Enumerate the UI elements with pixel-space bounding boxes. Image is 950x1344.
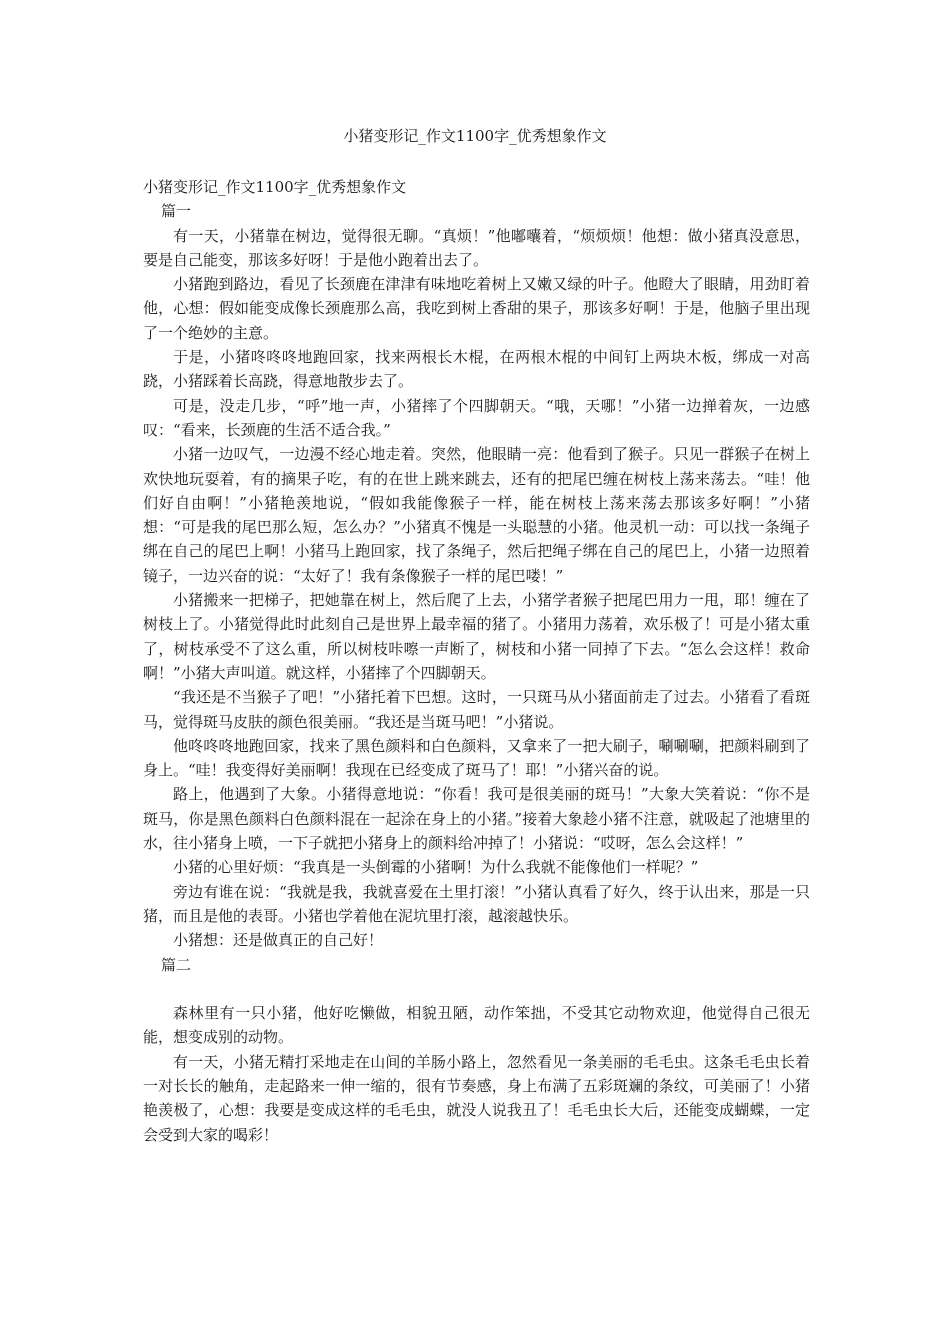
document-heading: 小猪变形记_作文1100字_优秀想象作文	[143, 178, 407, 196]
paragraph: 小猪想：还是做真正的自己好！	[173, 931, 384, 950]
paragraph: 有一天，小猪靠在树边，觉得很无聊。“真烦！”他嘟囔着，“烦烦烦！他想：做小猪真没意思，要是自己能变，那该多好呀！于是他小跑着出去了。	[143, 226, 810, 269]
blank-line	[143, 977, 810, 1001]
paragraph: 他咚咚咚地跑回家，找来了黑色颜料和白色颜料，又拿来了一把大刷子，唰唰唰，把颜料刷到了身上。“哇！我变得好美丽啊！我现在已经变成了斑马了！耶！”小猪兴奋的说。	[143, 736, 810, 780]
paragraph: 可是，没走几步，“呼”地一声，小猪摔了个四脚朝天。“哦，天哪！”小猪一边掸着灰，一边感叹：“看来，长颈鹿的生活不适合我。”	[143, 396, 810, 439]
section-label: 篇一	[161, 202, 192, 221]
paragraph: 小猪搬来一把梯子，把她靠在树上，然后爬了上去，小猪学者猴子把尾巴用力一甩，耶！缠在了树枝上了。小猪觉得此时此刻自己是世界上最幸福的猪了。小猪用力荡着，欢乐极了！可是小猪太重了，树枝承受不了这么重，所以树枝咔嚓一声断了，树枝和小猪一同掉了下去。“怎么会这样！救命啊！”小猪大声叫道。就这样，小猪摔了个四脚朝天。	[143, 591, 810, 682]
paragraph: 于是，小猪咚咚咚地跑回家，找来两根长木棍，在两根木棍的中间钉上两块木板，绑成一对高跷，小猪踩着长高跷，得意地散步去了。	[143, 348, 810, 391]
section-1	[143, 199, 810, 952]
paragraph: 旁边有谁在说：“我就是我，我就喜爱在土里打滚！”小猪认真看了好久，终于认出来，那是一只猪，而且是他的表哥。小猪也学着他在泥坑里打滚，越滚越快乐。	[143, 882, 810, 925]
section-label: 篇二	[161, 955, 192, 974]
section-2	[143, 953, 810, 1147]
paragraph: 小猪的心里好烦：“我真是一头倒霉的小猪啊！为什么我就不能像他们一样呢？”	[173, 858, 699, 877]
paragraph: 有一天，小猪无精打采地走在山间的羊肠小路上，忽然看见一条美丽的毛毛虫。这条毛毛虫长着一对长长的触角，走起路来一伸一缩的，很有节奏感，身上布满了五彩斑斓的条纹，可美丽了！小猪艳羡极了，心想：我要是变成这样的毛毛虫，就没人说我丑了！毛毛虫长大后，还能变成蝴蝶，一定会受到大家的喝彩！	[143, 1052, 810, 1144]
paragraph: 森林里有一只小猪，他好吃懒做，相貌丑陋，动作笨拙，不受其它动物欢迎，他觉得自己很无能，想变成别的动物。	[143, 1004, 810, 1047]
page-title: 小猪变形记_作文1100字_优秀想象作文	[343, 127, 607, 145]
paragraph: 路上，他遇到了大象。小猪得意地说：“你看！我可是很美丽的斑马！”大象大笑着说：“你不是斑马，你是黑色颜料白色颜料混在一起涂在身上的小猪。”接着大象趁小猪不注意，就吸起了池塘里的水，往小猪身上喷，一下子就把小猪身上的颜料给冲掉了！小猪说：“哎呀，怎么会这样！”	[143, 785, 810, 853]
paragraph: 小猪跑到路边，看见了长颈鹿在津津有味地吃着树上又嫩又绿的叶子。他瞪大了眼睛，用劲盯着他，心想：假如能变成像长颈鹿那么高，我吃到树上香甜的果子，那该多好啊！于是，他脑子里出现了一个绝妙的主意。	[143, 275, 810, 342]
document-body	[143, 175, 810, 1147]
paragraph: “我还是不当猴子了吧！”小猪托着下巴想。这时，一只斑马从小猪面前走了过去。小猪看了看斑马，觉得斑马皮肤的颜色很美丽。“我还是当斑马吧！”小猪说。	[143, 688, 810, 731]
paragraph: 小猪一边叹气，一边漫不经心地走着。突然，他眼睛一亮：他看到了猴子。只见一群猴子在树上欢快地玩耍着，有的摘果子吃，有的在世上跳来跳去，还有的把尾巴缠在树枝上荡来荡去。“哇！他们好自由啊！”小猪艳羡地说，“假如我能像猴子一样，能在树枝上荡来荡去那该多好啊！”小猪想：“可是我的尾巴那么短，怎么办？”小猪真不愧是一头聪慧的小猪。他灵机一动：可以找一条绳子绑在自己的尾巴上啊！小猪马上跑回家，找了条绳子，然后把绳子绑在自己的尾巴上，小猪一边照着镜子，一边兴奋的说：“太好了！我有条像猴子一样的尾巴喽！”	[143, 445, 810, 585]
